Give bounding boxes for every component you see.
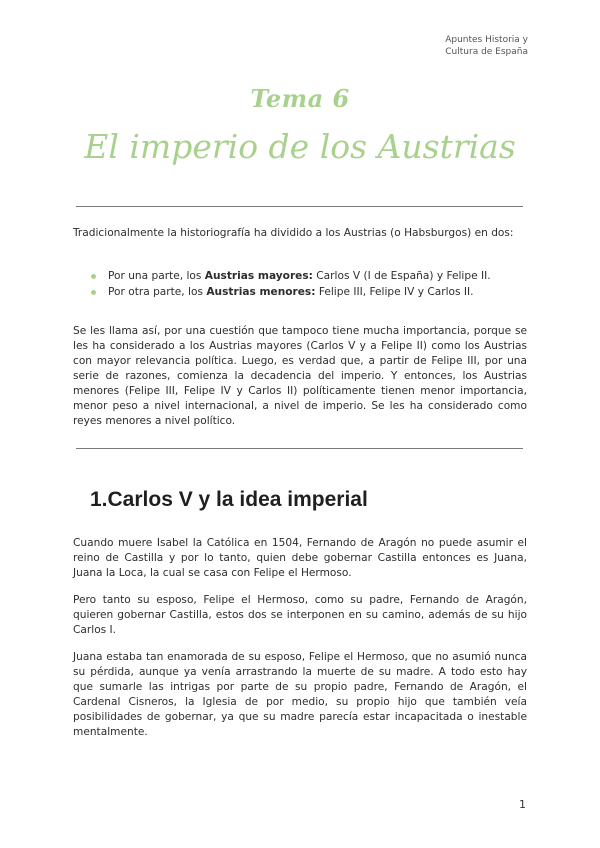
austrias-bullet-list — [90, 268, 520, 300]
chapter-title: El imperio de los Austrias — [84, 127, 516, 166]
header-line-1: Apuntes Historia y — [445, 35, 528, 45]
bullet-suffix: Felipe III, Felipe IV y Carlos II. — [315, 286, 474, 298]
bullet-item-mayores — [90, 268, 520, 284]
intro-paragraph: Tradicionalmente la historiografía ha dividido a los Austrias (o Habsburgos) en dos: — [73, 227, 514, 239]
bullet-prefix: Por otra parte, los — [108, 286, 207, 298]
bullet-suffix: Carlos V (I de España) y Felipe II. — [312, 270, 491, 282]
explanation-paragraph: Se les llama así, por una cuestión que tampoco tiene mucha importancia, porque se les ha considerado a los Austrias mayores (Carlos V y a Felipe II) como los Austrias con mayor relevancia política. Luego, es verdad que, a partir de Felipe III, por una serie de razones, comienza la decadencia del imperio. Y entonces, los Austrias menores (Felipe III, Felipe IV y Carlos II) políticamente tienen menor importancia, menor peso a nivel internacional, a nivel de imperio. Se les ha considerado como reyes menores a nivel político. — [73, 325, 527, 427]
bullet-bold-term: Austrias menores: — [206, 286, 316, 298]
bullet-prefix: Por una parte, los — [108, 270, 205, 282]
section-paragraph-2: Pero tanto su esposo, Felipe el Hermoso, como su padre, Fernando de Aragón, quieren gobernar Castilla, estos dos se interponen en su camino, además de su hijo Carlos I. — [73, 594, 527, 636]
chapter-number: Tema 6 — [250, 84, 350, 113]
section-heading: 1.Carlos V y la idea imperial — [90, 488, 368, 511]
section-paragraph-3: Juana estaba tan enamorada de su esposo, Felipe el Hermoso, que no asumió nunca su pérdida, aunque ya venía arrastrando la muerte de su madre. A todo esto hay que sumarle las intrigas por parte de su propio padre, Fernando de Aragón, el Cardenal Cisneros, la Iglesia de por medio, su propio hijo que también veía posibilidades de gobernar, ya que su madre parecía estar incapacitada o inestable mentalmente. — [73, 651, 527, 738]
bullet-bold-term: Austrias mayores: — [204, 270, 313, 282]
header-line-2: Cultura de España — [445, 47, 528, 57]
bullet-item-menores — [90, 284, 520, 300]
section-paragraph-1: Cuando muere Isabel la Católica en 1504, Fernando de Aragón no puede asumir el reino de Castilla y por lo tanto, quien debe gobernar Castilla entonces es Juana, Juana la Loca, la cual se casa con Felipe el Hermoso. — [73, 537, 527, 579]
page-number: 1 — [519, 798, 526, 811]
title-block — [0, 84, 600, 166]
document-header-note — [445, 34, 528, 58]
divider-middle — [76, 448, 523, 449]
divider-top — [76, 206, 523, 207]
